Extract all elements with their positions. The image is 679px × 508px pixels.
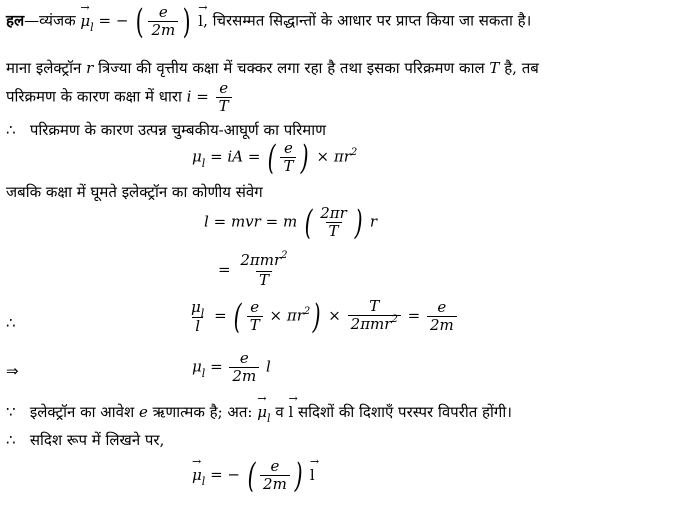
line-2 [6, 58, 539, 78]
paren-open: ( [234, 296, 243, 337]
eq-sign: = [218, 260, 231, 279]
because-symbol: ∵ [6, 403, 16, 421]
line-4 [6, 120, 326, 140]
exponent-2: 2 [350, 146, 358, 158]
mu-symbol: μ [192, 357, 202, 376]
fraction-e-T: $\frac{e}{T}$ [216, 80, 232, 115]
fraction-e-T: $\frac{e}{T}$ [247, 299, 263, 334]
mu-vector: → μ [80, 12, 90, 30]
times-sign: × [328, 306, 341, 325]
eq-sign: = [98, 11, 112, 30]
therefore-symbol-row [6, 314, 16, 332]
line-11-b: ऋणात्मक है; अत: [152, 403, 253, 421]
mu-subscript: l [201, 474, 206, 488]
var-r: r [86, 59, 94, 77]
mu-subscript: l [201, 156, 206, 170]
times-sign: × [316, 147, 330, 166]
paren-open: ( [135, 1, 144, 42]
fraction-2pimr2-T: $\frac{2\pi mr^2}{T}$ [240, 250, 288, 289]
pi-r: πr [286, 306, 304, 325]
line-11-a: इलेक्ट्रॉन का आवेश [29, 403, 135, 421]
exponent-2: 2 [303, 305, 311, 317]
line-2-c: है, तब [504, 59, 539, 77]
mu-subscript: l [267, 412, 271, 425]
eq-sign: = [210, 357, 223, 376]
line-6-text: जबकि कक्षा में घूमते इलेक्ट्रॉन का कोणीय संवेग [6, 183, 263, 201]
var-i: i [186, 87, 192, 106]
l-vector: → l [198, 12, 203, 30]
line-1 [6, 1, 532, 42]
mu-symbol: μ [192, 147, 202, 166]
paren-close: ) [354, 202, 363, 243]
equation-mu-iA [192, 137, 358, 178]
line-2-a: माना इलेक्ट्रॉन [6, 59, 82, 77]
equation-ratio [186, 298, 459, 335]
therefore-symbol: ∴ [6, 431, 16, 449]
equation-l-mvr [204, 202, 378, 243]
paren-open: ( [267, 137, 276, 178]
line-2-b: त्रिज्या की वृत्तीय कक्षा में चक्कर लगा रहा है तथा इसका परिक्रमण काल [98, 59, 485, 77]
line-4-text: परिक्रमण के कारण उत्पन्न चुम्बकीय-आघूर्ण का परिमाण [29, 121, 326, 139]
paren-close: ) [301, 137, 310, 178]
eq-sign: = [265, 212, 279, 231]
line-12-text: सदिश रूप में लिखने पर, [29, 431, 165, 449]
eq-sign: = [214, 306, 227, 325]
paren-close: ) [294, 455, 303, 496]
mu-subscript: l [201, 366, 206, 380]
minus-sign: − [227, 465, 240, 484]
line-3 [6, 80, 234, 115]
therefore-symbol: ∴ [6, 314, 16, 332]
var-T: T [489, 59, 500, 77]
therefore-symbol: ∴ [6, 121, 16, 139]
line-1-text-b: , चिरसम्मत सिद्धान्तों के आधार पर प्राप्त किया जा सकता है। [203, 11, 532, 30]
equation-mu-result [192, 350, 271, 385]
conj-va: व [275, 403, 284, 421]
implies-row [6, 362, 19, 380]
line-11 [6, 402, 512, 425]
fraction-e-2m: $\frac{e}{2m}$ [427, 299, 457, 334]
l-vector: → l [310, 466, 315, 484]
line-11-c: सदिशों की दिशाएँ परस्पर विपरीत होंगी। [298, 403, 512, 421]
paren-close: ) [312, 296, 321, 337]
equation-vector-final [192, 455, 315, 496]
fraction-e-2m: $\frac{e}{2m}$ [229, 350, 259, 385]
eq-sign: = [210, 147, 223, 166]
l-vector: → l [288, 403, 293, 421]
solution-heading: हल [6, 11, 25, 30]
eq-sign: = [210, 465, 223, 484]
mu-vector: → μ [192, 466, 202, 484]
fraction-T-2pimr2: $\frac{T}{2\pi mr^2}$ [348, 298, 401, 335]
var-l: l [204, 212, 209, 231]
implies-symbol: ⇒ [6, 362, 19, 380]
fraction-2pir-T: $\frac{2\pi r}{T}$ [320, 204, 347, 240]
mvr: mvr [230, 212, 261, 231]
var-e: e [138, 403, 148, 421]
mu-subscript: l [90, 20, 94, 34]
minus-sign: − [115, 11, 129, 30]
eq-sign: = [213, 212, 227, 231]
equation-l-result [218, 252, 293, 289]
fraction-e-T: $\frac{e}{T}$ [280, 140, 296, 175]
eq-sign: = [196, 87, 209, 106]
line-3-text: परिक्रमण के कारण कक्षा में धारा [6, 87, 182, 106]
times-sign: × [269, 306, 283, 325]
line-12 [6, 430, 164, 450]
fraction-mu-l: $\frac{\mu_l}{l}$ [191, 297, 205, 335]
paren-open: ( [247, 455, 256, 496]
line-6 [6, 182, 263, 202]
var-r: r [369, 212, 378, 231]
var-l: l [265, 357, 271, 376]
fraction-e-2m: $\frac{e}{2m}$ [148, 4, 178, 39]
mu-vector: → μ [257, 403, 267, 421]
pi-r: πr [333, 147, 351, 166]
iA: iA [227, 147, 244, 166]
eq-sign: = [247, 147, 261, 166]
paren-open: ( [304, 202, 313, 243]
eq-sign: = [407, 306, 421, 325]
line-1-text-a: —व्यंजक [24, 11, 76, 30]
paren-close: ) [182, 1, 191, 42]
var-m: m [282, 212, 298, 231]
fraction-e-2m: $\frac{e}{2m}$ [260, 458, 290, 493]
